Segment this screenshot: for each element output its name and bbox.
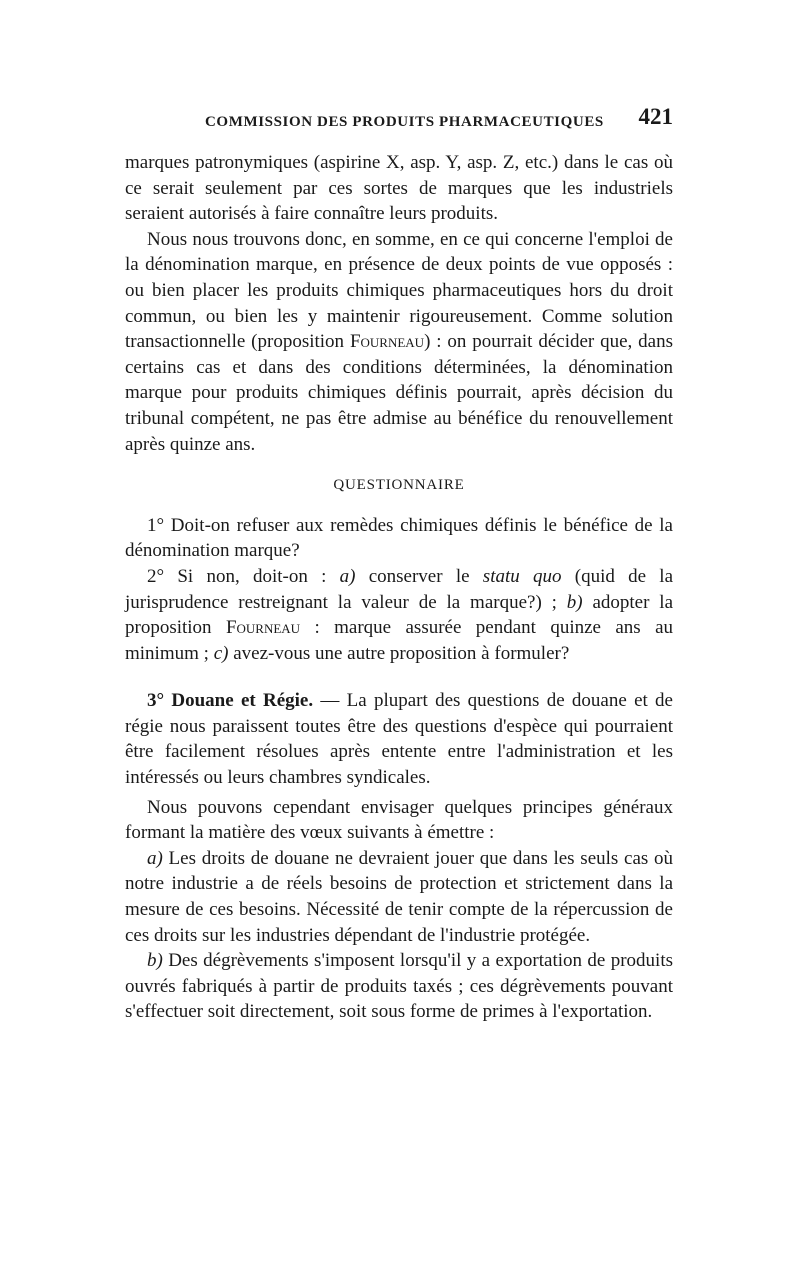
section-number: 3° (147, 690, 165, 712)
paragraph-text: ) : on pourrait décider que, dans certains cas et dans des conditions déterminées, la dénomination marque pour produits chimiques définis pourrait, après décision du tribunal compétent, ne pas être admise au bénéfice du renouvellement après quinze ans. (125, 331, 674, 455)
section-title: Douane et Régie. (171, 690, 314, 712)
running-head (125, 104, 673, 144)
wish-a (125, 846, 673, 948)
question-1 (125, 513, 673, 564)
section-3-principles (125, 795, 673, 846)
page-number: 421 (638, 104, 673, 129)
option-letter: a) (339, 565, 356, 587)
questionnaire-heading: QUESTIONNAIRE (333, 477, 465, 494)
paragraph-text: — La plupart des questions de douane et de régie nous paraissent toutes être des questions d'espèce qui pourraient être facilement résolues après entente entre l'administration et les intéressés ou leurs chambres syndicales. (125, 690, 673, 789)
option-letter: b) (566, 591, 583, 613)
question-number: 1° (147, 514, 165, 536)
paragraph-text: Les droits de douane ne devraient jouer que dans les seuls cas où notre industrie a de réels besoins de protection et strictement dans la mesure de ces besoins. Nécessité de tenir compte de la répercussion de ces droits sur les industries dépendant de l'industrie protégée. (125, 847, 673, 946)
question-2 (125, 564, 673, 666)
item-letter: b) (147, 950, 163, 972)
running-title: COMMISSION DES PRODUITS PHARMACEUTIQUES (205, 114, 604, 130)
section-3-intro (125, 688, 673, 790)
question-text: (quid de la jurisprudence restreignant la valeur de la marque?) ; (125, 565, 674, 613)
option-letter: c) (213, 642, 229, 664)
paragraph-text: marques patronymiques (aspirine X, asp. Y, asp. Z, etc.) dans le cas où ce serait seulement par ces sortes de marques que les industriels seraient autorisés à faire connaître leurs produits. (125, 152, 673, 225)
paragraph-two-views (125, 227, 673, 457)
paragraph-text: Nous pouvons cependant envisager quelques principes généraux formant la matière des vœux suivants à émettre : (125, 796, 673, 844)
question-text: : marque assurée pendant quinze ans au minimum ; (125, 617, 674, 664)
item-letter: a) (147, 847, 163, 869)
paragraph-text: Des dégrèvements s'imposent lorsqu'il y a exportation de produits ouvrés fabriqués à partir de produits taxés ; ces dégrèvements pouvant s'effectuer soit directement, soit sous forme de primes à l'exportation. (125, 950, 673, 1023)
author-name: Fourneau (225, 617, 301, 639)
latin-phrase: statu quo (482, 565, 562, 587)
paragraph-continuation (125, 150, 673, 227)
question-text: adopter la proposition (125, 591, 674, 639)
question-text: Si non, doit-on : (164, 565, 340, 587)
wish-b (125, 948, 673, 1025)
paragraph-text: Nous nous trouvons donc, en somme, en ce qui concerne l'emploi de la dénomination marque, en présence de deux points de vue opposés : ou bien placer les produits chimiques pharmaceutiques hors du droit commun, ou bien les y maintenir rigoureusement. Comme solution transactionnelle (proposition (125, 228, 673, 353)
body-text (125, 150, 673, 1025)
question-text: conserver le (355, 565, 483, 587)
question-number: 2° (147, 565, 165, 587)
question-text: Doit-on refuser aux remèdes chimiques définis le bénéfice de la dénomination marque? (125, 514, 673, 562)
question-text: avez-vous une autre proposition à formuler? (228, 642, 570, 664)
section-gap (125, 666, 673, 688)
author-name: Fourneau (349, 331, 425, 353)
